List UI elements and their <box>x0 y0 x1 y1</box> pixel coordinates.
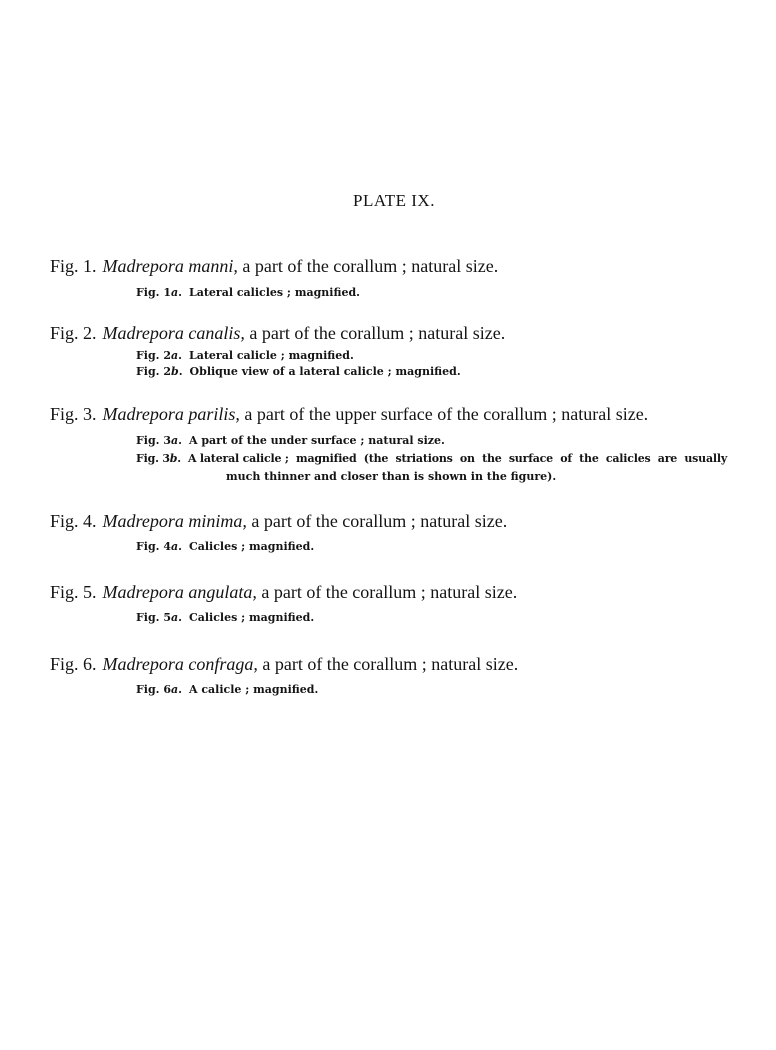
plate-title: PLATE IX. <box>353 191 435 210</box>
fig-2b-caption <box>136 365 461 378</box>
fig-1-label: Fig. 1. <box>50 256 97 276</box>
fig-5-description: a part of the corallum ; natural size. <box>256 582 518 602</box>
fig-3-caption <box>50 404 648 425</box>
fig-1-description: a part of the corallum ; natural size. <box>237 256 499 276</box>
fig-6-label: Fig. 6. <box>50 654 97 674</box>
fig-6-species: Madrepora confraga, <box>102 654 258 674</box>
fig-4a-label: Fig. 4a. <box>136 540 182 553</box>
fig-3a-text: A part of the under surface ; natural size. <box>188 434 445 447</box>
fig-2a-text: Lateral calicle ; magnified. <box>188 349 354 362</box>
fig-3-label: Fig. 3. <box>50 404 97 424</box>
fig-1-species: Madrepora manni, <box>102 256 238 276</box>
fig-6a-caption <box>136 683 318 696</box>
fig-2-species: Madrepora canalis, <box>102 323 245 343</box>
fig-2-label: Fig. 2. <box>50 323 97 343</box>
fig-3b-continuation: much thinner and closer than is shown in the figure). <box>226 470 557 483</box>
fig-5-species: Madrepora angulata, <box>102 582 257 602</box>
fig-2-caption <box>50 323 505 344</box>
fig-1a-text: Lateral calicles ; magnified. <box>188 286 360 299</box>
fig-1a-label: Fig. 1a. <box>136 286 182 299</box>
fig-2b-label: Fig. 2b. <box>136 365 183 378</box>
fig-3a-caption <box>136 434 445 447</box>
fig-6-caption <box>50 654 518 675</box>
fig-4-label: Fig. 4. <box>50 511 97 531</box>
fig-5a-text: Calicles ; magnified. <box>188 611 315 624</box>
fig-1a-caption <box>136 286 360 299</box>
fig-3b-label: Fig. 3b. <box>136 452 181 465</box>
fig-3-description: a part of the upper surface of the corallum ; natural size. <box>239 404 649 424</box>
fig-3a-label: Fig. 3a. <box>136 434 182 447</box>
fig-6-description: a part of the corallum ; natural size. <box>257 654 519 674</box>
fig-3-species: Madrepora parilis, <box>102 404 240 424</box>
fig-1-caption <box>50 256 498 277</box>
fig-4a-text: Calicles ; magnified. <box>188 540 315 553</box>
fig-2a-label: Fig. 2a. <box>136 349 182 362</box>
fig-6a-label: Fig. 6a. <box>136 683 182 696</box>
fig-5a-label: Fig. 5a. <box>136 611 182 624</box>
fig-2-description: a part of the corallum ; natural size. <box>244 323 506 343</box>
fig-3b-caption <box>136 452 727 465</box>
fig-4-species: Madrepora minima, <box>102 511 247 531</box>
fig-3b-text: A lateral calicle ; magnified (the striations on the surface of the calicles are usually <box>187 452 728 465</box>
fig-4-description: a part of the corallum ; natural size. <box>246 511 508 531</box>
fig-5-label: Fig. 5. <box>50 582 97 602</box>
fig-2a-caption <box>136 349 354 362</box>
fig-6a-text: A calicle ; magnified. <box>188 683 319 696</box>
fig-4-caption <box>50 511 507 532</box>
fig-4a-caption <box>136 540 314 553</box>
fig-5-caption <box>50 582 517 603</box>
fig-5a-caption <box>136 611 314 624</box>
fig-2b-text: Oblique view of a lateral calicle ; magnified. <box>189 365 461 378</box>
